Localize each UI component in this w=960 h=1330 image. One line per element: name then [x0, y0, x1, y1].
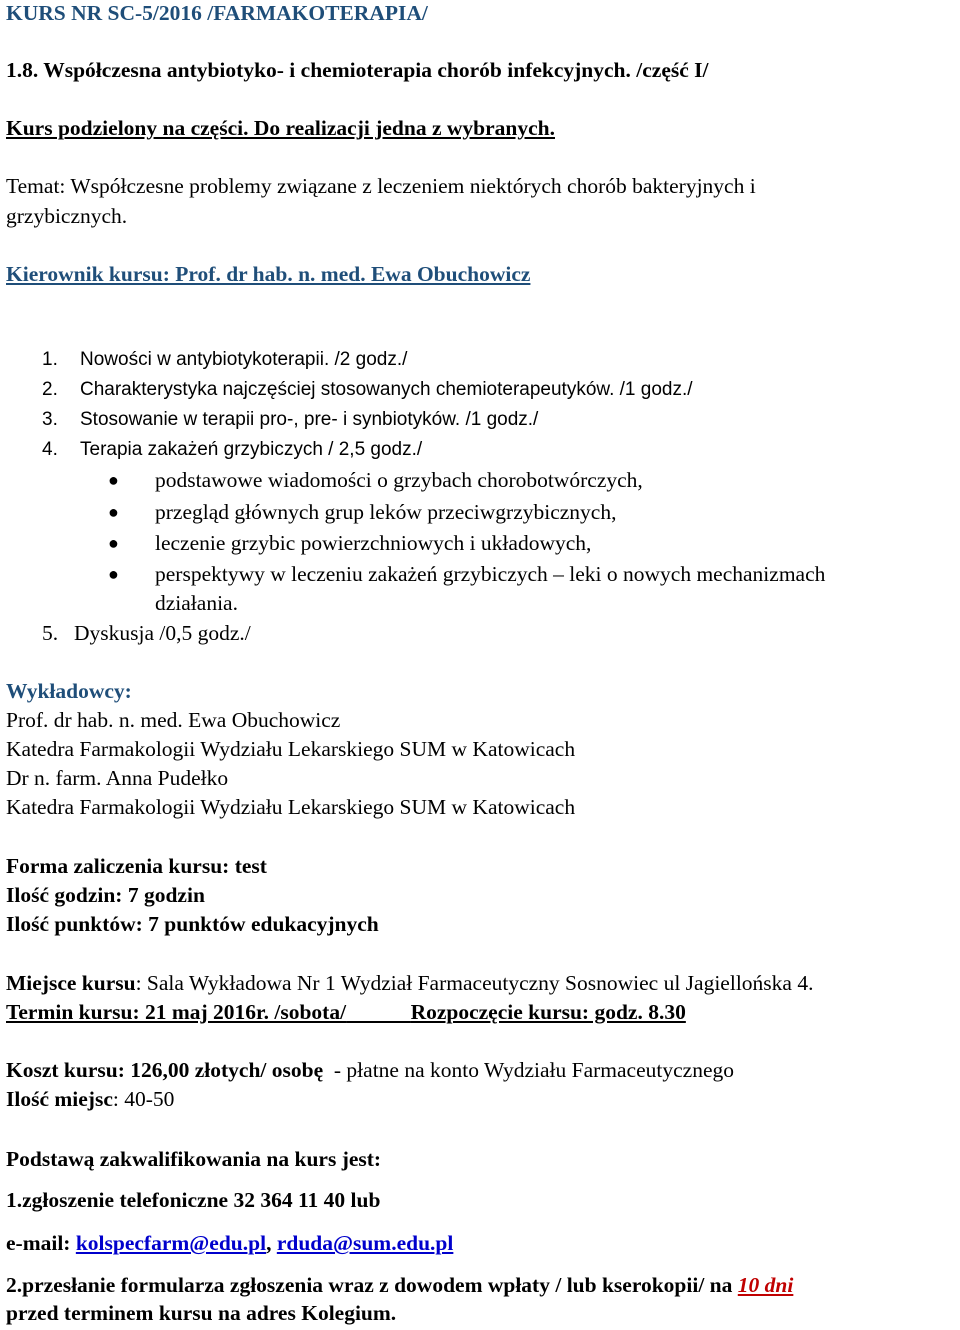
- section-title: 1.8. Współczesna antybiotyko- i chemioterapia chorób infekcyjnych. /część I/: [6, 58, 709, 82]
- qualification-heading: Podstawą zakwalifikowania na kurs jest:: [6, 1147, 382, 1171]
- course-cost: Koszt kursu: 126,00 złotych/ osobę - płatne na konto Wydziału Farmaceutycznego: [6, 1058, 734, 1082]
- deadline-days: 10 dni: [737, 1273, 794, 1297]
- bullet-icon: ●: [108, 564, 119, 584]
- topic-line-2: grzybicznych.: [6, 204, 128, 228]
- bullet-icon: ●: [108, 502, 119, 522]
- bullet-icon: ●: [108, 533, 119, 553]
- seat-count: Ilość miejsc: 40-50: [6, 1087, 175, 1111]
- lecturer-2-name: Dr n. farm. Anna Pudełko: [6, 766, 229, 790]
- lecturer-1-department: Katedra Farmakologii Wydziału Lekarskiego SUM w Katowicach: [6, 737, 576, 761]
- lecturer-2-department: Katedra Farmakologii Wydziału Lekarskiego SUM w Katowicach: [6, 795, 576, 819]
- points-count: Ilość punktów: 7 punktów edukacyjnych: [6, 912, 379, 936]
- phone-application: 1.zgłoszenie telefoniczne 32 364 11 40 lub: [6, 1188, 381, 1212]
- division-note: Kurs podzielony na części. Do realizacji jedna z wybranych.: [6, 116, 555, 140]
- topic-line-1: Temat: Współczesne problemy związane z leczeniem niektórych chorób bakteryjnych i: [6, 174, 756, 198]
- course-date-line: Termin kursu: 21 maj 2016r. /sobota/ Rozpoczęcie kursu: godz. 8.30: [6, 1000, 686, 1024]
- lecturers-heading: Wykładowcy:: [6, 679, 132, 703]
- hours-count: Ilość godzin: 7 godzin: [6, 883, 205, 907]
- bullet-icon: ●: [108, 470, 119, 490]
- course-location: Miejsce kursu: Sala Wykładowa Nr 1 Wydział Farmaceutyczny Sosnowiec ul Jagiellońska 4.: [6, 971, 814, 995]
- course-director: Kierownik kursu: Prof. dr hab. n. med. Ewa Obuchowicz: [6, 262, 531, 286]
- lecturer-1-name: Prof. dr hab. n. med. Ewa Obuchowicz: [6, 708, 341, 732]
- course-number: KURS NR SC-5/2016 /FARMAKOTERAPIA/: [6, 1, 428, 25]
- form-submission-line-1: 2.przesłanie formularza zgłoszenia wraz z dowodem wpłaty / lub kserokopii/ na 10 dni: [6, 1273, 794, 1297]
- form-submission-line-2: przed terminem kursu na adres Kolegium.: [6, 1301, 397, 1325]
- document-page: KURS NR SC-5/2016 /FARMAKOTERAPIA/ 1.8. Współczesna antybiotyko- i chemioterapia chorób infekcyjnych. /część I/ Kurs podzielony na części. Do realizacji jedna z wybranych. Temat: Współczesne problemy związane z leczeniem niektórych chorób bakteryjnych i grzybicznych. Kierownik kursu: Prof. dr hab. n. med. Ewa Obuchowicz 1. Nowości w antybiotykoterapii. /2 godz./ 2. Charakterystyka najczęściej stosowanych chemioterapeutyków. /1 godz./ 3. Stosowanie w terapii pro-, pre- i synbiotyków. /1 godz./ 4. Terapia zakażeń grzybiczych / 2,5 godz./ ● podstawowe wiadomości o grzybach chorobotwórczych, ● przegląd głównych grup leków przeciwgrzybicznych, ● leczenie grzybic powierzchniowych i układowych, ● perspektywy w leczeniu zakażeń grzybiczych – leki o nowych mechanizmach działania. 5. Dyskusja /0,5 godz./ Wykładowcy: Prof. dr hab. n. med. Ewa Obuchowicz Katedra Farmakologii Wydziału Lekarskiego SUM w Katowicach Dr n. farm. Anna Pudełko Katedra Farmakologii Wydziału Lekarskiego SUM w Katowicach Forma zaliczenia kursu: test Ilość godzin: 7 godzin Ilość punktów: 7 punktów edukacyjnych Miejsce kursu: Sala Wykładowa Nr 1 Wydział Farmaceutyczny Sosnowiec ul Jagiellońska 4. Termin kursu: 21 maj 2016r. /sobota/ Rozpoczęcie kursu: godz. 8.30 Koszt kursu: 126,00 złotych/ osobę - płatne na konto Wydziału Farmaceutycznego Ilość miejsc: 40-50 Podstawą zakwalifikowania na kurs jest: 1.zgłoszenie telefoniczne 32 364 11 40 lub e-mail: kolspecfarm@edu.pl, rduda@sum.edu.pl 2.przesłanie formularza zgłoszenia wraz z dowodem wpłaty / lub kserokopii/ na 10 dni przed terminem kursu na adres Kolegium.: [6, 1, 826, 1325]
- email-application: e-mail: kolspecfarm@edu.pl, rduda@sum.edu.pl: [6, 1231, 454, 1255]
- assessment-form: Forma zaliczenia kursu: test: [6, 854, 267, 878]
- email-link-kolspecfarm[interactable]: kolspecfarm@edu.pl: [75, 1231, 267, 1255]
- email-link-rduda[interactable]: rduda@sum.edu.pl: [276, 1231, 454, 1255]
